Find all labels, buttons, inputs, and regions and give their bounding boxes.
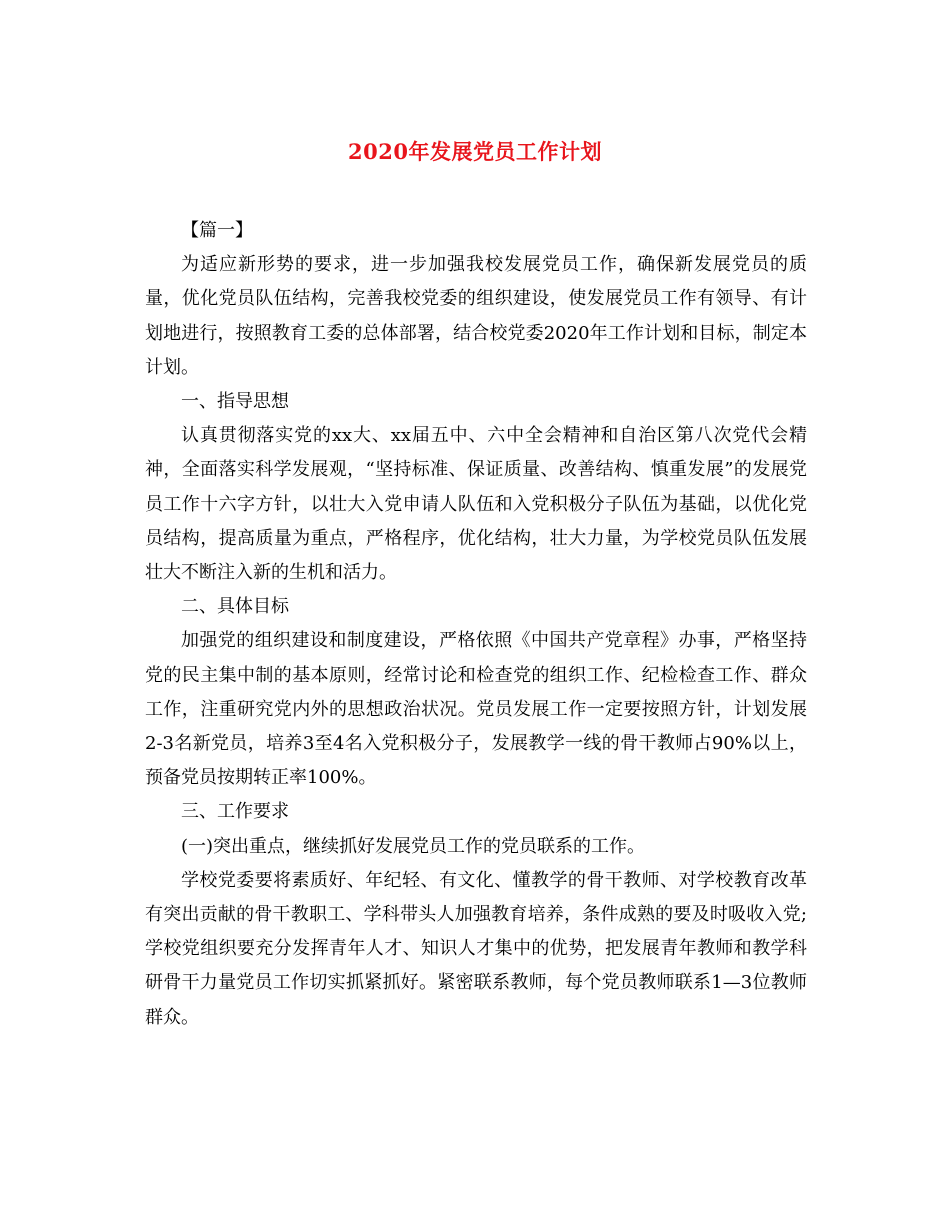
heading-guiding-thought: 一、指导思想 bbox=[181, 391, 289, 413]
heading-work-requirements: 三、工作要求 bbox=[181, 801, 289, 823]
intro-paragraph: 为适应新形势的要求，进一步加强我校发展党员工作，确保新发展党员的质量，优化党员队伍结构，完善我校党委的组织建设，使发展党员工作有领导、有计划地进行，按照教育工委的总体部署，结合校党委2020年工作计划和目标，制定本计划。 bbox=[145, 254, 807, 378]
specific-goals-paragraph: 加强党的组织建设和制度建设，严格依照《中国共产党章程》办事，严格坚持党的民主集中制的基本原则，经常讨论和检查党的组织工作、纪检检查工作、群众工作，注重研究党内外的思想政治状况。党员发展工作一定要按照方针，计划发展2-3名新党员，培养3至4名入党积极分子，发展教学一线的骨干教师占90%以上，预备党员按期转正率100%。 bbox=[145, 630, 807, 789]
section-label-part-one: 【篇一】 bbox=[181, 220, 253, 241]
subheading-requirement-one: (一)突出重点，继续抓好发展党员工作的党员联系的工作。 bbox=[181, 835, 646, 857]
document-body bbox=[145, 214, 807, 1035]
heading-specific-goals: 二、具体目标 bbox=[181, 596, 289, 618]
document-title: 2020年发展党员工作计划 bbox=[348, 139, 602, 164]
guiding-thought-paragraph: 认真贯彻落实党的xx大、xx届五中、六中全会精神和自治区第八次党代会精神，全面落实科学发展观，“坚持标准、保证质量、改善结构、慎重发展”的发展党员工作十六字方针，以壮大入党申请人队伍和入党积极分子队伍为基础，以优化党员结构，提高质量为重点，严格程序，优化结构，壮大力量，为学校党员队伍发展壮大不断注入新的生机和活力。 bbox=[145, 425, 807, 584]
requirement-one-paragraph: 学校党委要将素质好、年纪轻、有文化、懂教学的骨干教师、对学校教育改革有突出贡献的骨干教职工、学科带头人加强教育培养，条件成熟的要及时吸收入党;学校党组织要充分发挥青年人才、知识人才集中的优势，把发展青年教师和教学科研骨干力量党员工作切实抓紧抓好。紧密联系教师，每个党员教师联系1—3位教师群众。 bbox=[145, 869, 807, 1028]
